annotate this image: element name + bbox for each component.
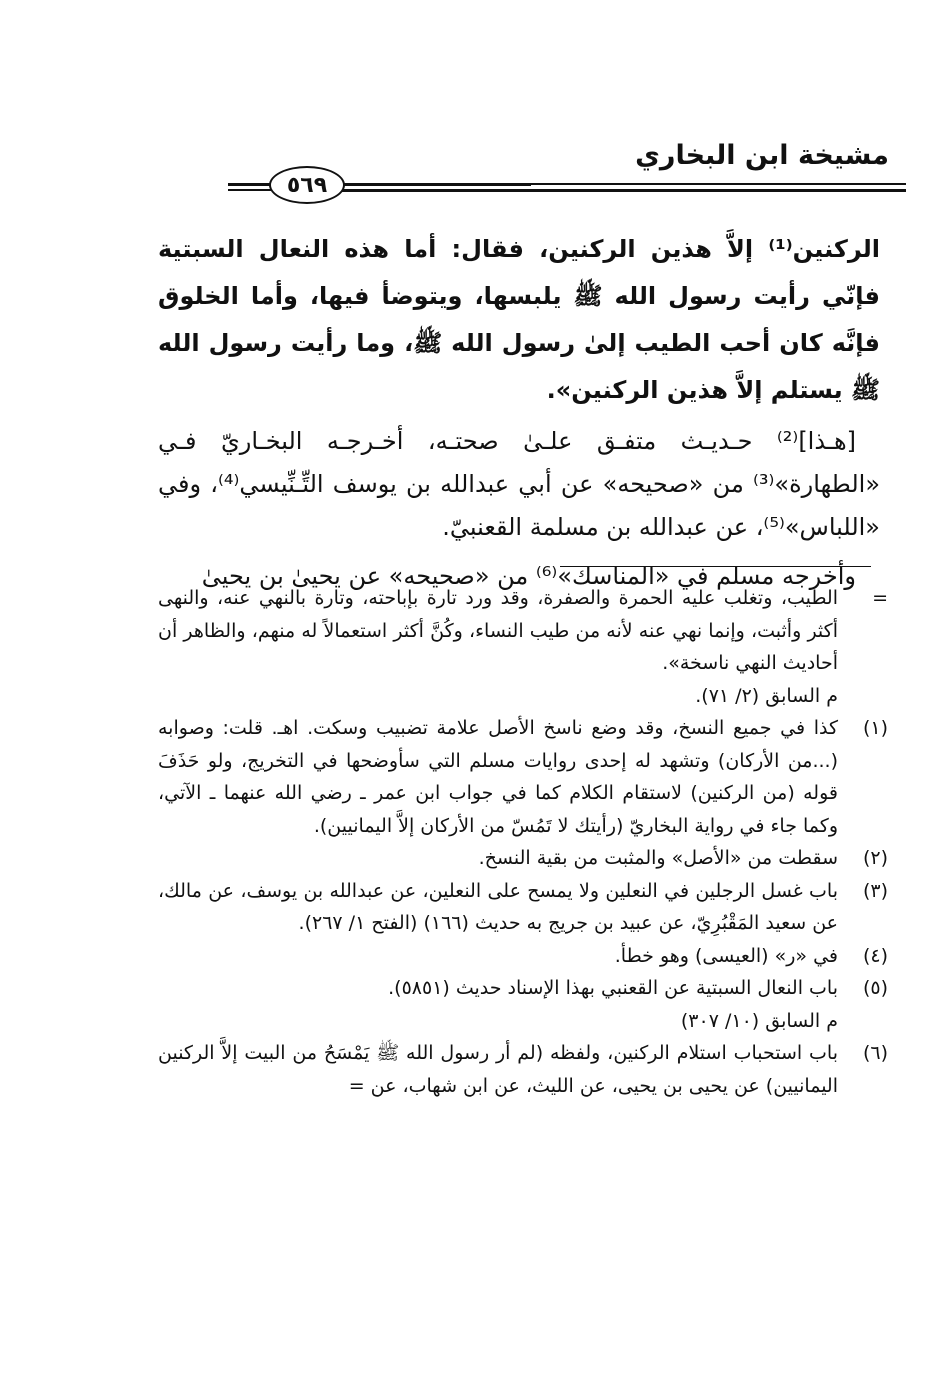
footnote-number: (١) bbox=[862, 717, 888, 739]
header-rule-right-lower bbox=[340, 189, 906, 192]
footnote-line: في «ر» (العيسى) وهو خطأ. bbox=[614, 944, 838, 967]
footnote-number: (٤) bbox=[862, 944, 888, 967]
footnote-line: الطيب، وتغلب عليه الحمرة والصفرة، وقد ورد تارة بإباحته، وتارة بالنهي عنه، والنهى أكثر وأثبت، وإنما نهي عنه لأنه من طيب النساء، وكُنَّ أكثر استعمالاً له منهم، والظاهر أن أحاديث النهي ناسخة». bbox=[158, 587, 838, 674]
main-text bbox=[158, 226, 880, 598]
page-number: ٥٦٩ bbox=[269, 166, 345, 204]
footnote-line: باب النعال السبتية عن القعنبي بهذا الإسناد حديث (٥٨٥١). bbox=[388, 977, 838, 999]
footnote-4 bbox=[158, 940, 888, 973]
footnote-line: م السابق (٢/ ٧١). bbox=[695, 684, 838, 707]
takhrij-paragraph-2: وأخرجه مسلم في «المناسك»⁽⁶⁾ من «صحيحه» عن يحيىٰ بن يحيىٰ bbox=[201, 562, 856, 590]
footnote-1 bbox=[158, 712, 888, 842]
footnote-line: كذا في جميع النسخ، وقد وضع ناسخ الأصل علامة تضبيب وسكت. اهـ. قلت: وصوابه (...من الأركان) وتشهد له إحدى روايات مسلم التي سأوضحها في التخريج، ولو حَذَفَ قوله (من الركنين) لاستقام الكلام كما في جواب ابن عمر ـ رضي الله عنهما ـ الآتي، وكما جاء في رواية البخاريّ (رأيتك لا تَمُسّ من الأركان إلاَّ اليمانيين). bbox=[158, 717, 838, 837]
footnote-5 bbox=[158, 972, 888, 1037]
footnote-3 bbox=[158, 875, 888, 940]
footnote-line: سقطت من «الأصل» والمثبت من بقية النسخ. bbox=[478, 847, 838, 869]
footnote-number: (٢) bbox=[862, 847, 888, 869]
takhrij-paragraph-1: [هـذا]⁽²⁾ حـديـث متفـق علـىٰ صحتـه، أخـرجـه البخـاريّ فـي «الطهارة»⁽³⁾ من «صحيحه» عن أبي عبدالله بن يوسف التِّـنِّيسي⁽⁴⁾، وفي «اللباس»⁽⁵⁾، عن عبدالله بن مسلمة القعنبيّ. bbox=[158, 427, 880, 541]
header-rule-right bbox=[340, 183, 906, 185]
footnote-line: باب استحباب استلام الركنين، ولفظه (لم أر رسول الله ﷺ يَمْسَحُ من البيت إلاَّ الركنين اليمانيين) عن يحيى بن يحيى، عن الليث، عن ابن شهاب، عن = bbox=[158, 1042, 838, 1097]
footnote-number: (٣) bbox=[862, 879, 888, 902]
footnote-marker: = bbox=[872, 587, 888, 609]
footnotes bbox=[158, 582, 888, 1102]
footnote-line: م السابق (١٠/ ٣٠٧) bbox=[680, 1009, 838, 1032]
footnote-number: (٥) bbox=[862, 977, 888, 999]
footnote-divider bbox=[560, 566, 871, 567]
running-head: مشيخة ابن البخاري bbox=[635, 140, 889, 171]
footnote-number: (٦) bbox=[862, 1042, 888, 1064]
footnote-6 bbox=[158, 1037, 888, 1102]
footnote-2 bbox=[158, 842, 888, 875]
footnote-continued bbox=[158, 582, 888, 712]
footnote-line: باب غسل الرجلين في النعلين ولا يمسح على النعلين، عن عبدالله بن يوسف، عن مالك، عن سعيد المَقْبُرِيّ، عن عبيد بن جريج به حديث (١٦٦) (الفتح ١/ ٢٦٧). bbox=[158, 879, 838, 934]
hadith-text: الركنين⁽¹⁾ إلاَّ هذين الركنين، فقال: أما هذه النعال السبتية فإنّي رأيت رسول الله ﷺ يلبسها، ويتوضأ فيها، وأما الخلوق فإنَّه كان أحب الطيب إلىٰ رسول الله ﷺ، وما رأيت رسول الله ﷺ يستلم إلاَّ هذين الركنين». bbox=[158, 235, 880, 404]
